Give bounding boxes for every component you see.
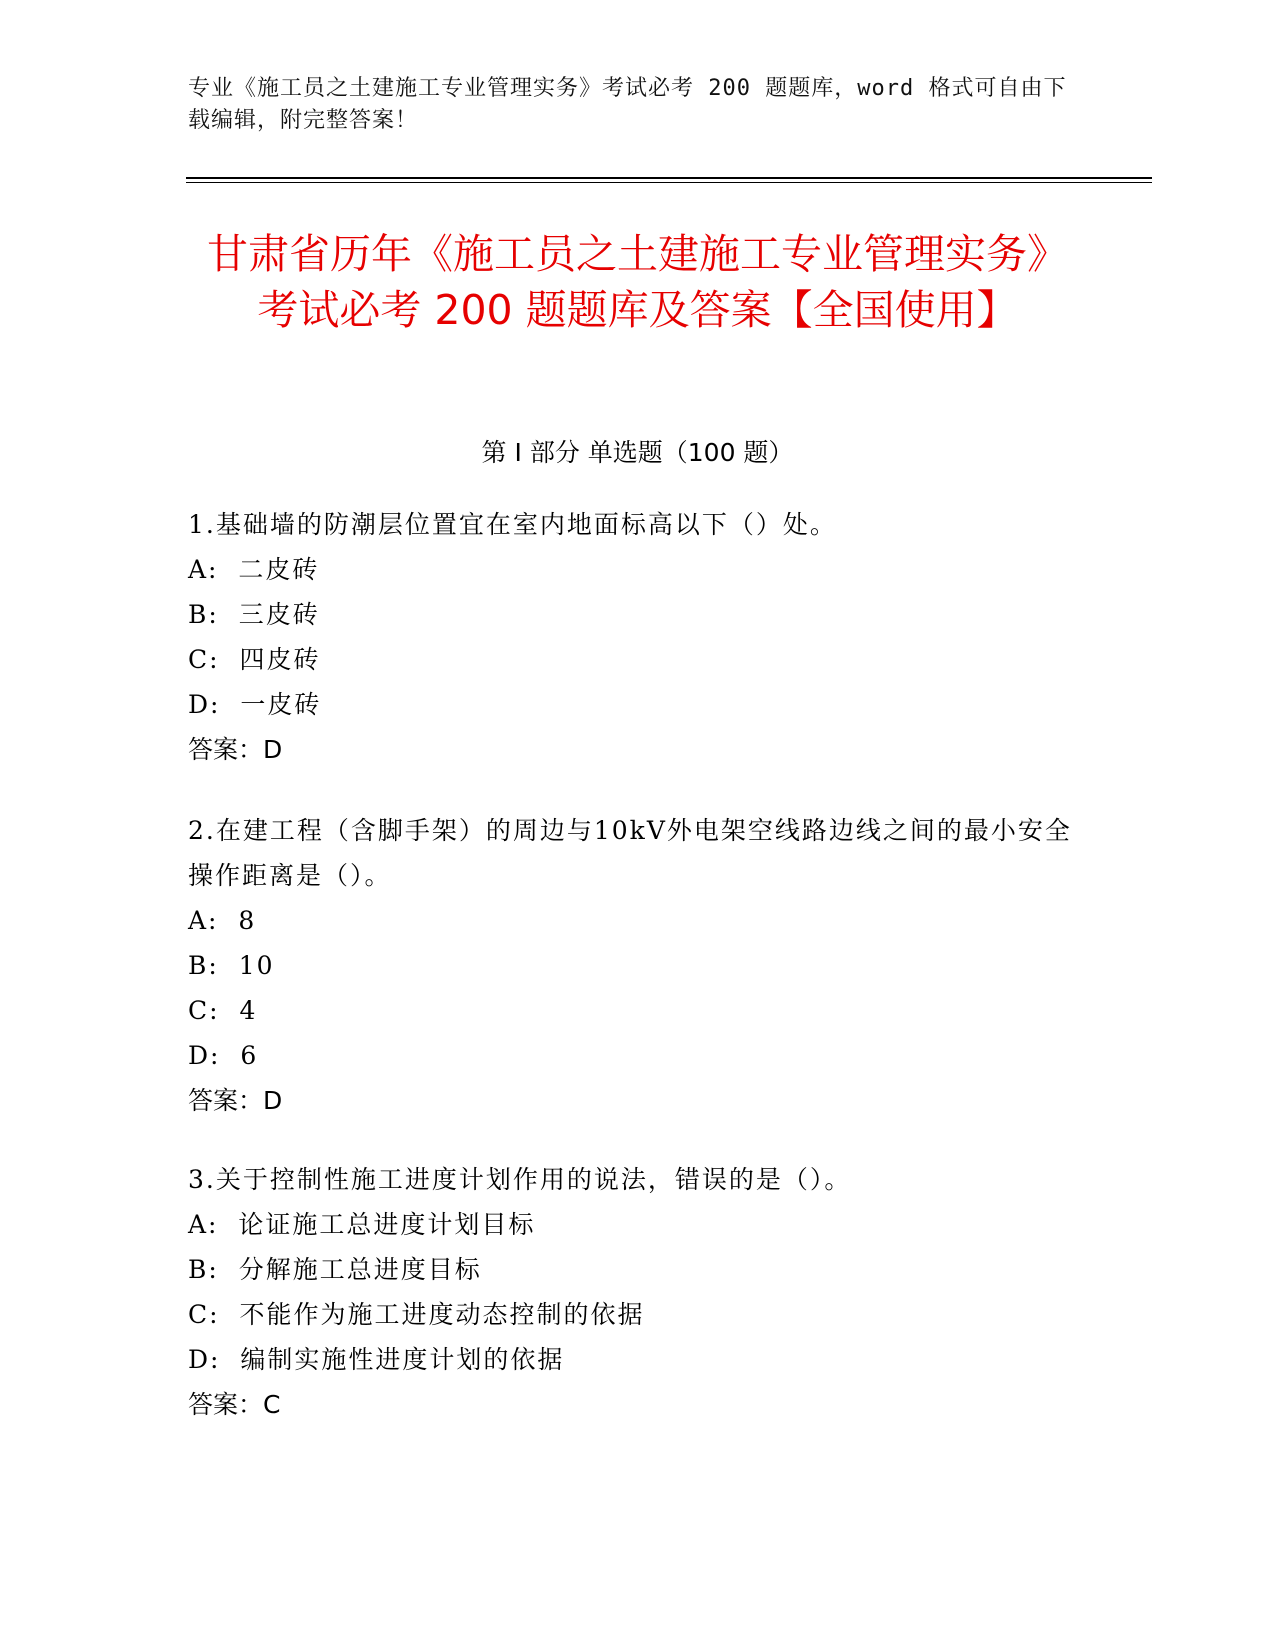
option-c: C: 四皮砖 [188,645,321,674]
header-divider-thick [186,177,1152,179]
option-b: B: 三皮砖 [188,600,320,629]
answer: 答案：D [188,1086,283,1115]
document-title: 甘肃省历年《施工员之土建施工专业管理实务》考试必考 200 题题库及答案【全国使用】 [207,230,1068,334]
question-stem: 1.基础墙的防潮层位置宜在室内地面标高以下（）处。 [188,510,837,539]
option-a: A: 二皮砖 [188,555,320,584]
option-b: B: 分解施工总进度目标 [188,1255,482,1284]
option-c: C: 4 [188,996,258,1025]
section-title: 第 I 部分 单选题（100 题） [481,438,794,467]
header-divider-thin [186,182,1152,183]
option-c: C: 不能作为施工进度动态控制的依据 [188,1300,645,1329]
question-3 [188,1157,1088,1427]
question-stem: 3.关于控制性施工进度计划作用的说法，错误的是（）。 [188,1165,852,1194]
option-a: A: 论证施工总进度计划目标 [188,1210,536,1239]
option-a: A: 8 [188,906,257,935]
option-d: D: 编制实施性进度计划的依据 [188,1345,565,1374]
option-d: D: 一皮砖 [188,690,322,719]
question-2 [188,808,1088,1123]
question-stem: 2.在建工程（含脚手架）的周边与10kV外电架空线路边线之间的最小安全操作距离是（）。 [188,816,1072,890]
question-1 [188,502,1088,772]
option-b: B: 10 [188,951,275,980]
answer: 答案：D [188,735,283,764]
answer: 答案：C [188,1390,281,1419]
header-note: 专业《施工员之土建施工专业管理实务》考试必考 200 题题库，word 格式可自由下载编辑，附完整答案！ [188,76,1067,133]
option-d: D: 6 [188,1041,259,1070]
